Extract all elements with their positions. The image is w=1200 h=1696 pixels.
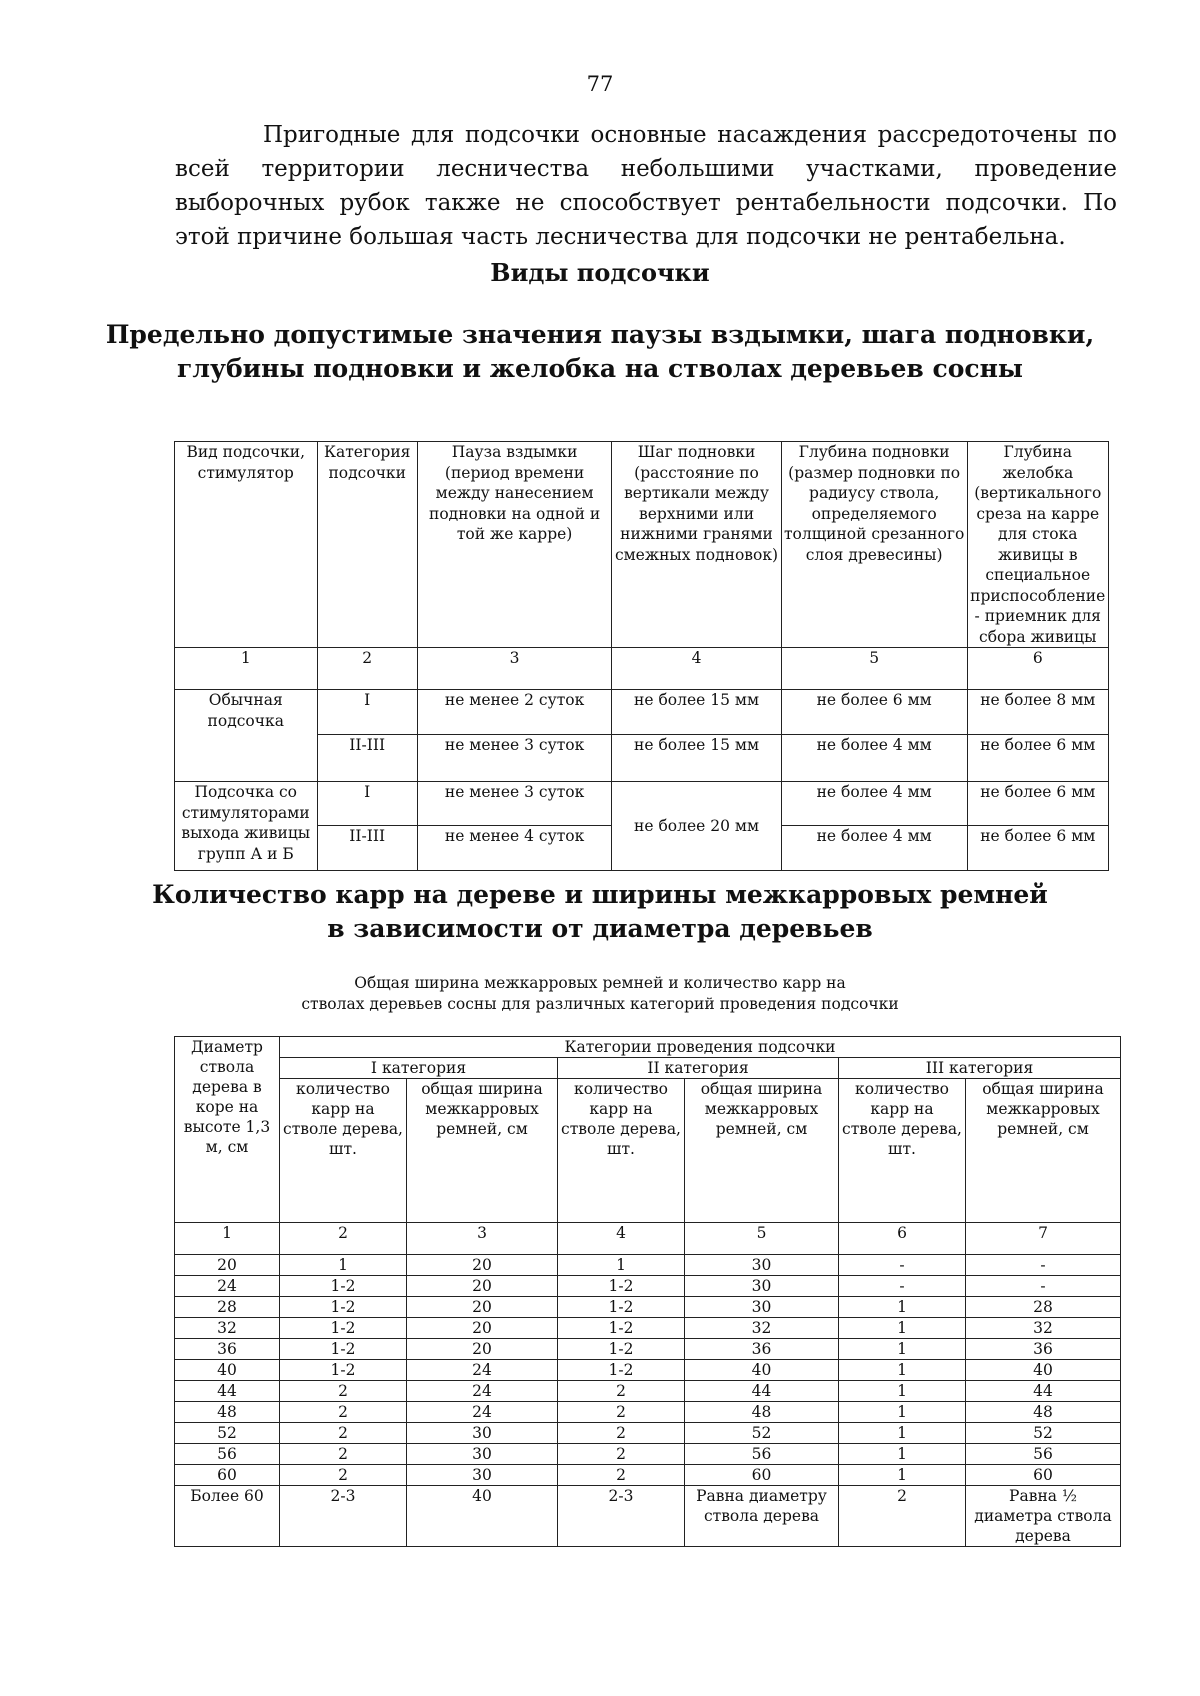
table2-cell-width-2: Равна диаметру ствола дерева xyxy=(685,1486,839,1547)
table2-cell-count-3: 1 xyxy=(839,1318,966,1339)
table2-cell-count-2: 1-2 xyxy=(558,1360,685,1381)
table2-sub-width: общая ширина межкарровых ремней, см xyxy=(966,1079,1121,1223)
table2-row xyxy=(175,1444,1121,1465)
intro-paragraph xyxy=(175,118,1117,254)
table2-heading-line1: Количество карр на дереве и ширины межкарровых ремней xyxy=(152,880,1048,909)
table2-sub-width: общая ширина межкарровых ремней, см xyxy=(407,1079,558,1223)
table2-body xyxy=(175,1255,1121,1547)
table2-cell-diameter: 56 xyxy=(175,1444,280,1465)
table1-cell-groove: не более 6 мм xyxy=(967,782,1109,826)
table2-cell-count-1: 2 xyxy=(280,1381,407,1402)
table1-col-number: 3 xyxy=(417,648,611,690)
table2-cell-count-2: 2 xyxy=(558,1402,685,1423)
table2-cell-width-2: 30 xyxy=(685,1297,839,1318)
table2-cell-width-2: 48 xyxy=(685,1402,839,1423)
table2-cell-diameter: 52 xyxy=(175,1423,280,1444)
table2-cell-count-1: 1 xyxy=(280,1255,407,1276)
table2-row xyxy=(175,1465,1121,1486)
section-title: Виды подсочки xyxy=(490,258,710,287)
table1-col-number: 1 xyxy=(175,648,318,690)
table2-cell-width-1: 24 xyxy=(407,1402,558,1423)
table1-header-category: Категория подсочки xyxy=(317,442,417,648)
table2-cell-width-3: - xyxy=(966,1255,1121,1276)
table2-cell-width-1: 20 xyxy=(407,1276,558,1297)
table2-cell-count-2: 1 xyxy=(558,1255,685,1276)
table2-cell-count-3: 1 xyxy=(839,1402,966,1423)
table2-cell-count-3: - xyxy=(839,1276,966,1297)
table2-row xyxy=(175,1255,1121,1276)
table2-cell-width-3: 32 xyxy=(966,1318,1121,1339)
table2-cell-width-3: 48 xyxy=(966,1402,1121,1423)
table1-col-number: 4 xyxy=(612,648,782,690)
table1-cell-groove: не более 6 мм xyxy=(967,826,1109,871)
intro-text: Пригодные для подсочки основные насаждения рассредоточены по всей территории лесничества небольшими участками, проведение выборочных рубок также не способствует рентабельности подсочки. По этой причине большая часть лесничества для подсочки не рентабельна. xyxy=(175,122,1117,250)
table2-cell-count-1: 1-2 xyxy=(280,1360,407,1381)
table2-col-number: 1 xyxy=(175,1223,280,1255)
page-number: 77 xyxy=(586,72,614,96)
table2-cell-count-2: 2 xyxy=(558,1465,685,1486)
table2-cell-count-2: 2 xyxy=(558,1381,685,1402)
table1-cell-step-shared: не более 20 мм xyxy=(612,782,782,871)
table2-cell-count-1: 2 xyxy=(280,1465,407,1486)
table2-col-number: 6 xyxy=(839,1223,966,1255)
table1-type-ordinary: Обычная подсочка xyxy=(175,690,318,782)
table2-cell-count-2: 2 xyxy=(558,1444,685,1465)
table2-cell-count-3: 1 xyxy=(839,1297,966,1318)
table2-cell-width-3: 28 xyxy=(966,1297,1121,1318)
table2-cell-width-2: 40 xyxy=(685,1360,839,1381)
table1-cell-pause: не менее 3 суток xyxy=(417,735,611,782)
table2-header-row xyxy=(175,1037,1121,1058)
table2-col-number: 5 xyxy=(685,1223,839,1255)
table2-cell-width-2: 36 xyxy=(685,1339,839,1360)
table2-cell-width-2: 52 xyxy=(685,1423,839,1444)
table2-cell-count-1: 2 xyxy=(280,1402,407,1423)
table1-type-stimulated: Подсочка со стимуляторами выхода живицы групп А и Б xyxy=(175,782,318,871)
table2-cell-width-1: 30 xyxy=(407,1465,558,1486)
table2-row xyxy=(175,1381,1121,1402)
table2-cell-width-1: 40 xyxy=(407,1486,558,1547)
table2-cell-diameter: 32 xyxy=(175,1318,280,1339)
table1-header-type: Вид подсочки, стимулятор xyxy=(175,442,318,648)
table2-cell-count-2: 1-2 xyxy=(558,1297,685,1318)
table2-cell-width-2: 60 xyxy=(685,1465,839,1486)
table1-col-number: 6 xyxy=(967,648,1109,690)
table2-cell-diameter: Более 60 xyxy=(175,1486,280,1547)
table2-row xyxy=(175,1402,1121,1423)
table1-header-depth: Глубина подновки (размер подновки по радиусу ствола, определяемого толщиной срезанного слоя древесины) xyxy=(781,442,967,648)
table2-cell-diameter: 48 xyxy=(175,1402,280,1423)
table2-cell-count-1: 1-2 xyxy=(280,1339,407,1360)
table2-cell-count-2: 2-3 xyxy=(558,1486,685,1547)
table2-number-row xyxy=(175,1223,1121,1255)
table1-row xyxy=(175,690,1109,735)
table2-caption-line1: Общая ширина межкарровых ремней и количество карр на xyxy=(354,974,846,992)
table2-cell-width-3: 44 xyxy=(966,1381,1121,1402)
table2-cell-diameter: 24 xyxy=(175,1276,280,1297)
table1-cell-category: I xyxy=(317,782,417,826)
table2-category-3: III категория xyxy=(839,1058,1121,1079)
table2-heading-line2: в зависимости от диаметра деревьев xyxy=(327,914,873,943)
table2-caption-line2: стволах деревьев сосны для различных категорий проведения подсочки xyxy=(301,995,899,1013)
table1-cell-depth: не более 6 мм xyxy=(781,690,967,735)
table2-row xyxy=(175,1297,1121,1318)
table2-cell-count-3: 1 xyxy=(839,1339,966,1360)
table1-cell-groove: не более 6 мм xyxy=(967,735,1109,782)
table2-cell-width-3: Равна ½ диаметра ствола дерева xyxy=(966,1486,1121,1547)
table2-row xyxy=(175,1486,1121,1547)
table2-cell-width-1: 20 xyxy=(407,1318,558,1339)
table2-sub-count: количество карр на стволе дерева, шт. xyxy=(280,1079,407,1223)
table1-header-step: Шаг подновки (расстояние по вертикали между верхними или нижними гранями смежных подновок) xyxy=(612,442,782,648)
table2-sub-count: количество карр на стволе дерева, шт. xyxy=(839,1079,966,1223)
table1-cell-category: II-III xyxy=(317,826,417,871)
table2-col-number: 7 xyxy=(966,1223,1121,1255)
table1-cell-category: II-III xyxy=(317,735,417,782)
table2-cell-width-3: 40 xyxy=(966,1360,1121,1381)
table2-row xyxy=(175,1276,1121,1297)
table2-cell-count-3: 1 xyxy=(839,1423,966,1444)
table2-cell-width-2: 44 xyxy=(685,1381,839,1402)
table2-category-row xyxy=(175,1058,1121,1079)
table1-heading xyxy=(0,318,1200,386)
table2-sub-count: количество карр на стволе дерева, шт. xyxy=(558,1079,685,1223)
table2-cell-width-3: 36 xyxy=(966,1339,1121,1360)
table2-col-number: 2 xyxy=(280,1223,407,1255)
table1-col-number: 5 xyxy=(781,648,967,690)
table1-header-row xyxy=(175,442,1109,648)
table2-header-diameter: Диаметр ствола дерева в коре на высоте 1,3 м, см xyxy=(175,1037,280,1223)
table2-cell-width-1: 24 xyxy=(407,1360,558,1381)
table1-header-pause: Пауза вздымки (период времени между нанесением подновки на одной и той же карре) xyxy=(417,442,611,648)
table2-category-2: II категория xyxy=(558,1058,839,1079)
table2-header-categories: Категории проведения подсочки xyxy=(280,1037,1121,1058)
table2-cell-count-1: 1-2 xyxy=(280,1318,407,1339)
table2-col-number: 4 xyxy=(558,1223,685,1255)
table2-sub-width: общая ширина межкарровых ремней, см xyxy=(685,1079,839,1223)
table1-cell-pause: не менее 2 суток xyxy=(417,690,611,735)
table2-cell-count-1: 1-2 xyxy=(280,1276,407,1297)
table2-cell-width-2: 30 xyxy=(685,1255,839,1276)
table2-cell-count-3: 1 xyxy=(839,1465,966,1486)
table2-cell-width-1: 20 xyxy=(407,1339,558,1360)
table1-cell-pause: не менее 3 суток xyxy=(417,782,611,826)
table1-cell-groove: не более 8 мм xyxy=(967,690,1109,735)
table2-cell-diameter: 36 xyxy=(175,1339,280,1360)
table1-header-groove: Глубина желобка (вертикального среза на карре для стока живицы в специальное приспособление - приемник для сбора живицы xyxy=(967,442,1109,648)
table2-cell-width-1: 20 xyxy=(407,1297,558,1318)
table2-cell-count-1: 1-2 xyxy=(280,1297,407,1318)
table2-row xyxy=(175,1318,1121,1339)
table2-cell-width-3: - xyxy=(966,1276,1121,1297)
table2-cell-count-3: - xyxy=(839,1255,966,1276)
table1-cell-category: I xyxy=(317,690,417,735)
table2-cell-width-2: 32 xyxy=(685,1318,839,1339)
table2-cell-width-1: 24 xyxy=(407,1381,558,1402)
table2-cell-width-1: 20 xyxy=(407,1255,558,1276)
table2-row xyxy=(175,1360,1121,1381)
table1-cell-depth: не более 4 мм xyxy=(781,735,967,782)
table2-cell-width-3: 60 xyxy=(966,1465,1121,1486)
table2-row xyxy=(175,1423,1121,1444)
table2-cell-width-3: 56 xyxy=(966,1444,1121,1465)
table1-cell-pause: не менее 4 суток xyxy=(417,826,611,871)
table2-cell-width-1: 30 xyxy=(407,1444,558,1465)
table2-subheader-row xyxy=(175,1079,1121,1223)
table2-cell-count-2: 2 xyxy=(558,1423,685,1444)
table1-heading-line2: глубины подновки и желобка на стволах деревьев сосны xyxy=(177,354,1023,383)
table1-number-row xyxy=(175,648,1109,690)
table2-cell-diameter: 40 xyxy=(175,1360,280,1381)
table2-cell-count-2: 1-2 xyxy=(558,1339,685,1360)
table2-cell-diameter: 28 xyxy=(175,1297,280,1318)
table2-cell-width-1: 30 xyxy=(407,1423,558,1444)
table1-cell-depth: не более 4 мм xyxy=(781,826,967,871)
table1-row xyxy=(175,782,1109,826)
table2-cell-diameter: 60 xyxy=(175,1465,280,1486)
table1-cell-step: не более 15 мм xyxy=(612,735,782,782)
table2-cell-width-2: 30 xyxy=(685,1276,839,1297)
table2-row xyxy=(175,1339,1121,1360)
table2-caption xyxy=(0,973,1200,1015)
table1-col-number: 2 xyxy=(317,648,417,690)
table1-heading-line1: Предельно допустимые значения паузы вздымки, шага подновки, xyxy=(105,320,1095,349)
pause-depth-table xyxy=(174,441,1109,871)
table2-cell-width-2: 56 xyxy=(685,1444,839,1465)
table2-cell-count-3: 2 xyxy=(839,1486,966,1547)
table2-category-1: I категория xyxy=(280,1058,558,1079)
table2-cell-count-3: 1 xyxy=(839,1360,966,1381)
table2-col-number: 3 xyxy=(407,1223,558,1255)
table2-cell-count-2: 1-2 xyxy=(558,1276,685,1297)
table2-cell-width-3: 52 xyxy=(966,1423,1121,1444)
table1-cell-depth: не более 4 мм xyxy=(781,782,967,826)
table2-cell-count-1: 2 xyxy=(280,1423,407,1444)
table1-cell-step: не более 15 мм xyxy=(612,690,782,735)
table2-cell-diameter: 44 xyxy=(175,1381,280,1402)
table2-cell-count-3: 1 xyxy=(839,1381,966,1402)
table2-cell-count-2: 1-2 xyxy=(558,1318,685,1339)
table2-heading xyxy=(0,878,1200,946)
table2-cell-count-1: 2-3 xyxy=(280,1486,407,1547)
table2-cell-diameter: 20 xyxy=(175,1255,280,1276)
table2-cell-count-3: 1 xyxy=(839,1444,966,1465)
table2-cell-count-1: 2 xyxy=(280,1444,407,1465)
carres-table xyxy=(174,1036,1121,1547)
